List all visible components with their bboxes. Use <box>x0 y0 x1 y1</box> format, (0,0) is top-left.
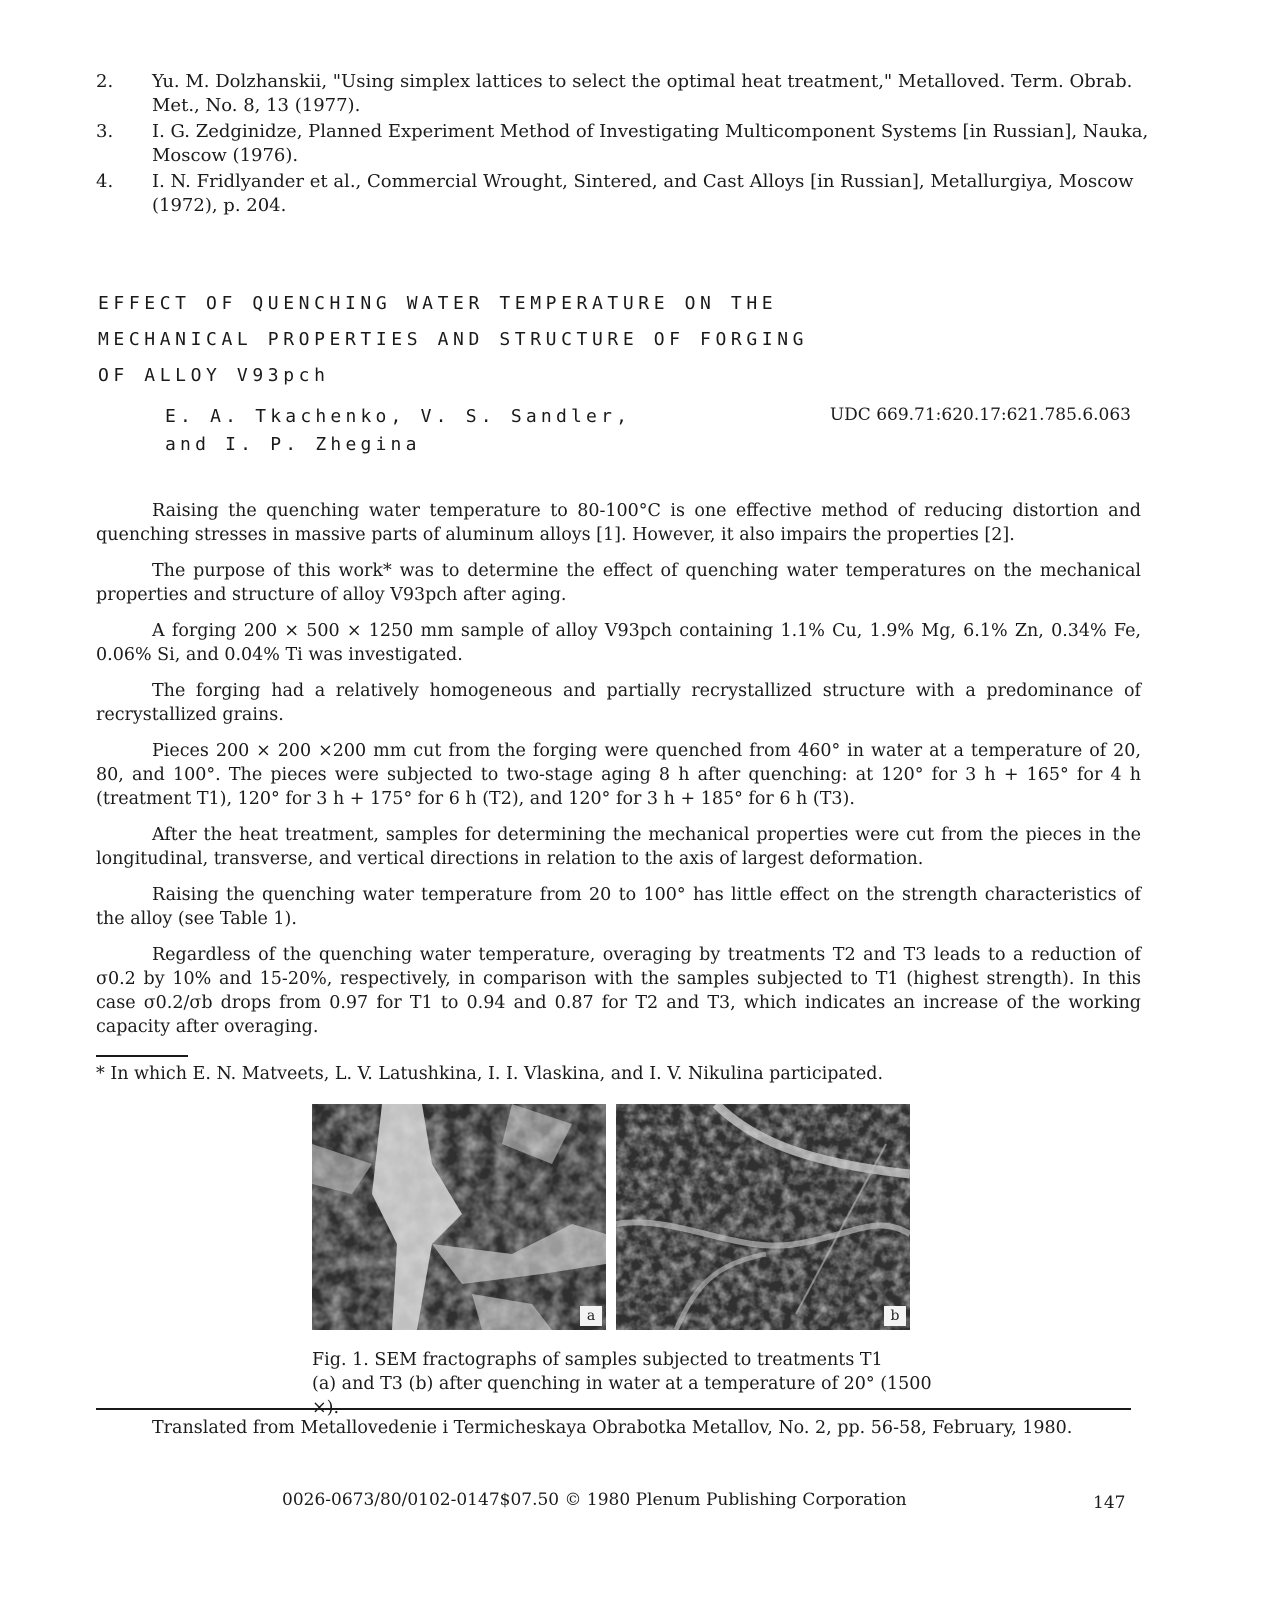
copyright-line: 0026-0673/80/0102-0147$07.50 © 1980 Plenum Publishing Corporation <box>282 1490 907 1510</box>
reference-text: Yu. M. Dolzhanskii, "Using simplex lattices to select the optimal heat treatment," Metalloved. Term. Obrab. Met., No. 8, 13 (1977). <box>152 71 1133 116</box>
body-paragraph: Pieces 200 × 200 ×200 mm cut from the forging were quenched from 460° in water at a temperature of 20, 80, and 100°. The pieces were subjected to two-stage aging 8 h after quenching: at 120° for 3 h + 165° for 4 h (treatment T1), 120° for 3 h + 175° for 6 h (T2), and 120° for 3 h + 185° for 6 h (T3). <box>96 741 1141 809</box>
translated-from-note: Translated from Metallovedenie i Termicheskaya Obrabotka Metallov, No. 2, pp. 56-58, February, 1980. <box>152 1418 1073 1438</box>
article-title <box>98 286 998 394</box>
body-paragraph: A forging 200 × 500 × 1250 mm sample of alloy V93pch containing 1.1% Cu, 1.9% Mg, 6.1% Zn, 0.34% Fe, 0.06% Si, and 0.04% Ti was investigated. <box>96 621 1141 665</box>
reference-number: 3. <box>96 121 114 142</box>
reference-text: I. G. Zedginidze, Planned Experiment Method of Investigating Multicomponent Systems [in Russian], Nauka, Moscow (1976). <box>152 121 1149 166</box>
panel-label-a: a <box>580 1306 602 1326</box>
reference-item <box>96 170 1166 218</box>
fractograph-panel-b <box>616 1104 910 1330</box>
fractograph-a-image <box>312 1104 606 1330</box>
body-paragraph: The purpose of this work* was to determine the effect of quenching water temperatures on the mechanical properties and structure of alloy V93pch after aging. <box>96 561 1141 605</box>
body-paragraph: Raising the quenching water temperature to 80-100°C is one effective method of reducing distortion and quenching stresses in massive parts of aluminum alloys [1]. However, it also impairs the properties [2]. <box>96 501 1141 545</box>
article-body <box>96 499 1141 1051</box>
body-paragraph: The forging had a relatively homogeneous and partially recrystallized structure with a predominance of recrystallized grains. <box>96 681 1141 725</box>
footnote: * In which E. N. Matveets, L. V. Latushkina, I. I. Vlaskina, and I. V. Nikulina participated. <box>96 1064 884 1084</box>
title-line: OF ALLOY V93pch <box>98 365 330 386</box>
panel-label-b: b <box>884 1306 906 1326</box>
bottom-rule <box>96 1408 1131 1410</box>
reference-number: 2. <box>96 71 114 92</box>
page-number: 147 <box>1093 1493 1126 1513</box>
title-line: MECHANICAL PROPERTIES AND STRUCTURE OF FORGING <box>98 329 809 350</box>
body-paragraph: Raising the quenching water temperature from 20 to 100° has little effect on the strength characteristics of the alloy (see Table 1). <box>96 885 1141 929</box>
caption-line: (a) and T3 (b) after quenching in water at a temperature of 20° (1500 ×). <box>312 1374 932 1418</box>
reference-list <box>96 70 1166 220</box>
reference-text: I. N. Fridlyander et al., Commercial Wrought, Sintered, and Cast Alloys [in Russian], Metallurgiya, Moscow (1972), p. 204. <box>152 171 1134 216</box>
caption-line: Fig. 1. SEM fractographs of samples subjected to treatments T1 <box>312 1350 883 1370</box>
body-paragraph: Regardless of the quenching water temperature, overaging by treatments T2 and T3 leads to a reduction of σ0.2 by 10% and 15-20%, respectively, in comparison with the samples subjected to T1 (highest strength). In this case σ0.2/σb drops from 0.97 for T1 to 0.94 and 0.87 for T2 and T3, which indicates an increase of the working capacity after overaging. <box>96 945 1141 1037</box>
author-line: E. A. Tkachenko, V. S. Sandler, <box>165 406 632 427</box>
footnote-rule <box>96 1055 188 1057</box>
author-line: and I. P. Zhegina <box>165 434 421 455</box>
udc-code: UDC 669.71:620.17:621.785.6.063 <box>829 405 1131 425</box>
article-authors <box>165 403 631 459</box>
reference-number: 4. <box>96 171 114 192</box>
reference-item <box>96 120 1166 168</box>
fractograph-panel-a <box>312 1104 606 1330</box>
fractograph-b-image <box>616 1104 910 1330</box>
reference-item <box>96 70 1166 118</box>
title-line: EFFECT OF QUENCHING WATER TEMPERATURE ON THE <box>98 293 778 314</box>
body-paragraph: After the heat treatment, samples for determining the mechanical properties were cut from the pieces in the longitudinal, transverse, and vertical directions in relation to the axis of largest deformation. <box>96 825 1141 869</box>
